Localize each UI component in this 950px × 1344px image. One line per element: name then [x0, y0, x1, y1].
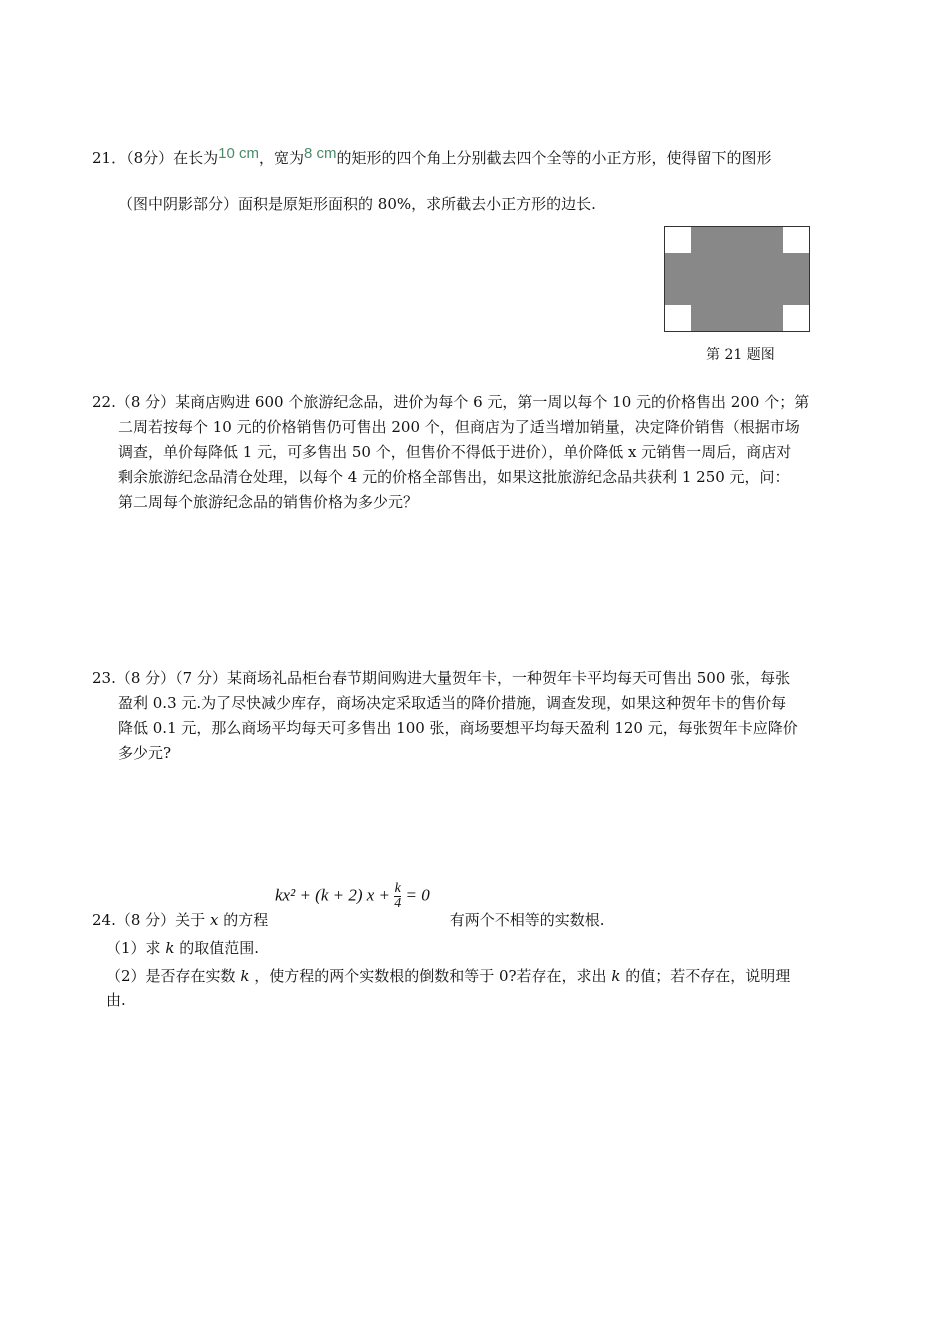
q23-line1: 23.（8 分）（7 分）某商场礼品柜台春节期间购进大量贺年卡，一种贺年卡平均每天可售出 500 张，每张 — [92, 669, 791, 687]
q22-line5: 第二周每个旅游纪念品的销售价格为多少元？ — [118, 493, 419, 511]
q22-line2: 二周若按每个 10 元的价格销售仍可售出 200 个，但商店为了适当增加销量，决定降价销售（根据市场 — [118, 418, 800, 436]
q24-var-x: x — [209, 911, 219, 929]
corner-top-right — [783, 227, 809, 253]
q21-text-line2: （图中阴影部分）面积是原矩形面积的 80%，求所截去小正方形的边长. — [118, 195, 596, 213]
q24-p2-d: 由. — [106, 991, 126, 1009]
question-24 — [92, 908, 862, 933]
q24-p1-k: k — [165, 939, 175, 957]
q24-p1-b: 的取值范围. — [179, 939, 259, 957]
q21-length: 10 cm — [218, 145, 259, 162]
q24-eq-left: kx² + (k + 2) x + — [275, 885, 391, 905]
corner-bottom-left — [665, 305, 691, 331]
q22-line3: 调查，单价每降低 1 元，可多售出 50 个，但售价不得低于进价），单价降低 x 元销售一周后，商店对 — [118, 443, 792, 461]
question-22 — [92, 390, 862, 515]
q24-p1-a: （1）求 — [106, 939, 161, 957]
q24-p2-b: ，使方程的两个实数根的倒数和等于 0?若存在，求出 — [254, 967, 607, 985]
q24-frac-den: 4 — [394, 896, 402, 911]
corner-bottom-right — [783, 305, 809, 331]
question-21-line2 — [92, 192, 888, 217]
q24-suffix: 有两个不相等的实数根. — [449, 911, 605, 929]
question-24-part1 — [106, 936, 876, 961]
q24-equation — [275, 882, 430, 911]
q24-fraction — [394, 882, 401, 911]
q24-frac-num: k — [394, 881, 401, 896]
q24-eq-right: = 0 — [405, 885, 430, 905]
question-23 — [92, 666, 862, 766]
q24-prefix: 24.（8 分）关于 — [92, 911, 206, 929]
q21-figure — [664, 226, 810, 332]
q23-line4: 多少元? — [118, 744, 172, 762]
q24-p2-k: k — [240, 967, 250, 985]
question-21 — [92, 146, 862, 171]
q21-figure-caption: 第 21 题图 — [706, 347, 775, 363]
q21-prefix: 21．（8分）在长为 — [92, 149, 219, 167]
q22-line4: 剩余旅游纪念品清仓处理，以每个 4 元的价格全部售出，如果这批旅游纪念品共获利 1 250 元，问： — [118, 468, 790, 486]
q24-p2-a: （2）是否存在实数 — [106, 967, 236, 985]
question-24-part2-end — [106, 988, 876, 1013]
q21-width: 8 cm — [304, 145, 337, 162]
corner-top-left — [665, 227, 691, 253]
q23-line2: 盈利 0.3 元.为了尽快减少库存，商场决定采取适当的降价措施，调查发现，如果这种贺年卡的售价每 — [118, 694, 787, 712]
q24-p2-c: 的值；若不存在，说明理 — [625, 967, 791, 985]
question-24-part2 — [106, 964, 862, 989]
q21-mid: ，宽为 — [259, 149, 305, 167]
q24-mid: 的方程 — [223, 911, 269, 929]
q23-line3: 降低 0.1 元，那么商场平均每天可多售出 100 张，商场要想平均每天盈利 120 元，每张贺年卡应降价 — [118, 719, 798, 737]
q21-suffix: 的矩形的四个角上分别截去四个全等的小正方形，使得留下的图形 — [336, 149, 772, 167]
q24-p2-k2: k — [611, 967, 621, 985]
q22-line1: 22.（8 分）某商店购进 600 个旅游纪念品，进价为每个 6 元，第一周以每个 10 元的价格售出 200 个；第 — [92, 393, 810, 411]
